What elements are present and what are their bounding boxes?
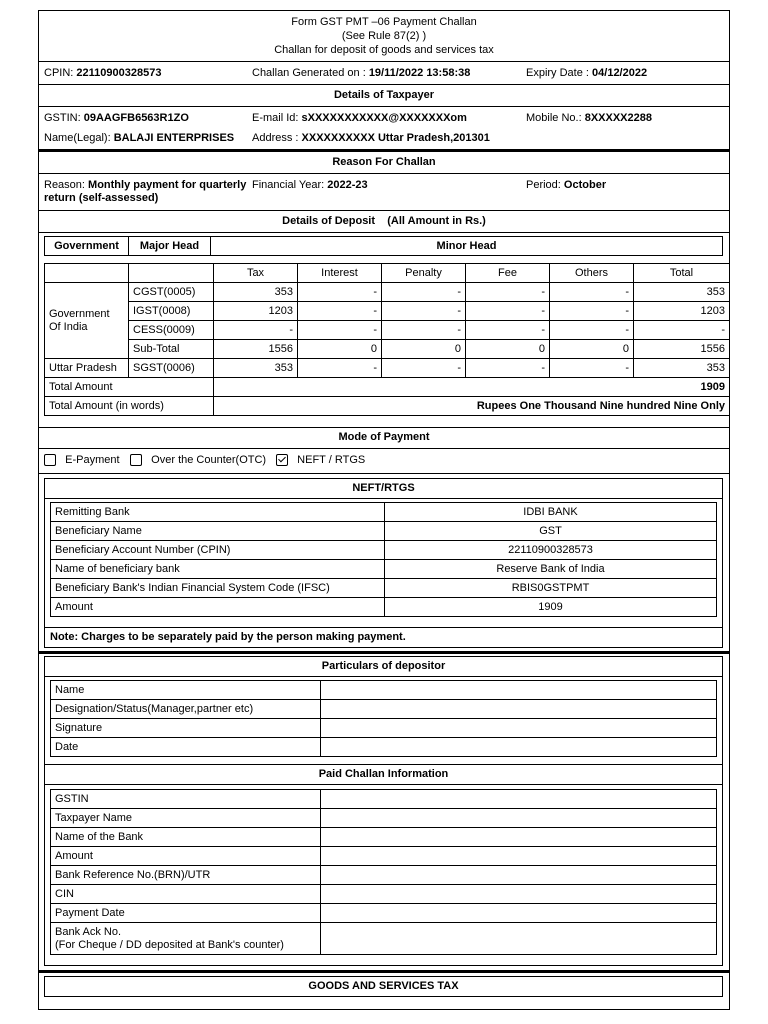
checkbox-icon[interactable] (44, 454, 56, 466)
expiry-field: Expiry Date : 04/12/2022 (526, 67, 648, 79)
depositor-designation-value[interactable] (321, 700, 717, 719)
generated-field: Challan Generated on : 19/11/2022 13:58:38 (252, 67, 471, 79)
reason-field-line2: return (self-assessed) (44, 192, 159, 204)
total-amount-row: Total Amount 1909 (45, 378, 730, 397)
footer-label: GOODS AND SERVICES TAX (308, 980, 459, 992)
legal-name-field: Name(Legal): BALAJI ENTERPRISES (44, 132, 235, 144)
neft-table (50, 502, 717, 617)
table-row: GSTIN (51, 790, 717, 809)
table-row: Date (51, 738, 717, 757)
payment-option-otc[interactable]: Over the Counter(OTC) (130, 454, 266, 467)
deposit-table (44, 263, 730, 416)
col-total: Total (634, 264, 730, 283)
taxpayer-heading: Details of Taxpayer (333, 89, 435, 101)
total-amount: 1909 (214, 378, 730, 397)
col-government: Government (45, 237, 129, 256)
deposit-heading: Details of Deposit (All Amount in Rs.) (282, 215, 486, 227)
payment-mode-heading: Mode of Payment (338, 431, 430, 443)
col-minor-head: Minor Head (211, 237, 723, 256)
table-row: Payment Date (51, 904, 717, 923)
table-row: Bank Reference No.(BRN)/UTR (51, 866, 717, 885)
depositor-signature-value[interactable] (321, 719, 717, 738)
table-row: Bank Ack No. (For Cheque / DD deposited at Bank's counter) (51, 923, 717, 955)
charges-note: Note: Charges to be separately paid by the person making payment. (50, 631, 406, 643)
form-subtitle: Challan for deposit of goods and services tax (274, 44, 494, 56)
table-row: Beneficiary Account Number (CPIN) 22110900328573 (51, 541, 717, 560)
generated-value: 19/11/2022 13:58:38 (368, 67, 471, 79)
table-row: Designation/Status(Manager,partner etc) (51, 700, 717, 719)
reason-heading: Reason For Challan (332, 156, 436, 168)
period-field: Period: October (526, 179, 607, 191)
address-field: Address : XXXXXXXXXX Uttar Pradesh,201301 (252, 132, 490, 144)
expiry-value: 04/12/2022 (592, 67, 648, 79)
cpin-field: CPIN: 22110900328573 (44, 67, 162, 79)
col-penalty: Penalty (382, 264, 466, 283)
col-interest: Interest (298, 264, 382, 283)
total-words-row: Total Amount (in words) Rupees One Thousand Nine hundred Nine Only (45, 397, 730, 416)
depositor-date-value[interactable] (321, 738, 717, 757)
col-others: Others (550, 264, 634, 283)
payment-option-neft[interactable]: NEFT / RTGS (276, 454, 365, 467)
table-row: CESS(0009) - - - - - - (45, 321, 730, 340)
table-row: Remitting Bank IDBI BANK (51, 503, 717, 522)
table-row: Amount 1909 (51, 598, 717, 617)
form-rule: (See Rule 87(2) ) (341, 30, 427, 42)
cpin-value: 22110900328573 (76, 67, 162, 79)
total-amount-words: Rupees One Thousand Nine hundred Nine Only (214, 397, 730, 416)
email-field: E-mail Id: sXXXXXXXXXXX@XXXXXXXom (252, 112, 467, 124)
table-row: Name (51, 681, 717, 700)
table-row: Sub-Total 1556 0 0 0 0 1556 (45, 340, 730, 359)
col-tax: Tax (214, 264, 298, 283)
form-title: Form GST PMT –06 Payment Challan (291, 16, 477, 28)
reason-field: Reason: Monthly payment for quarterly (44, 179, 247, 191)
col-major-head: Major Head (129, 237, 211, 256)
depositor-heading: Particulars of depositor (321, 660, 446, 672)
table-row: Amount (51, 847, 717, 866)
depositor-table (50, 680, 717, 757)
paid-challan-heading: Paid Challan Information (318, 768, 449, 780)
depositor-name-value[interactable] (321, 681, 717, 700)
checkbox-icon[interactable] (130, 454, 142, 466)
table-row: Beneficiary Bank's Indian Financial System Code (IFSC) RBIS0GSTPMT (51, 579, 717, 598)
table-row: IGST(0008) 1203 - - - - 1203 (45, 302, 730, 321)
payment-option-e-payment[interactable]: E-Payment (44, 454, 120, 467)
checked-checkbox-icon[interactable] (276, 454, 288, 466)
table-row: Uttar Pradesh SGST(0006) 353 - - - - 353 (45, 359, 730, 378)
gstin-field: GSTIN: 09AAGFB6563R1ZO (44, 112, 189, 124)
government-of-india-cell: Government Of India (45, 283, 129, 359)
neft-heading: NEFT/RTGS (352, 482, 415, 494)
paid-challan-table (50, 789, 717, 955)
table-row: Signature (51, 719, 717, 738)
mobile-field: Mobile No.: 8XXXXX2288 (526, 112, 652, 124)
col-fee: Fee (466, 264, 550, 283)
table-row: Beneficiary Name GST (51, 522, 717, 541)
table-row: Name of beneficiary bank Reserve Bank of India (51, 560, 717, 579)
deposit-header-table (44, 236, 723, 256)
table-row: Taxpayer Name (51, 809, 717, 828)
table-row: Name of the Bank (51, 828, 717, 847)
financial-year-field: Financial Year: 2022-23 (252, 179, 368, 191)
table-row: Government Of India CGST(0005) 353 - - - - 353 (45, 283, 730, 302)
table-row: CIN (51, 885, 717, 904)
